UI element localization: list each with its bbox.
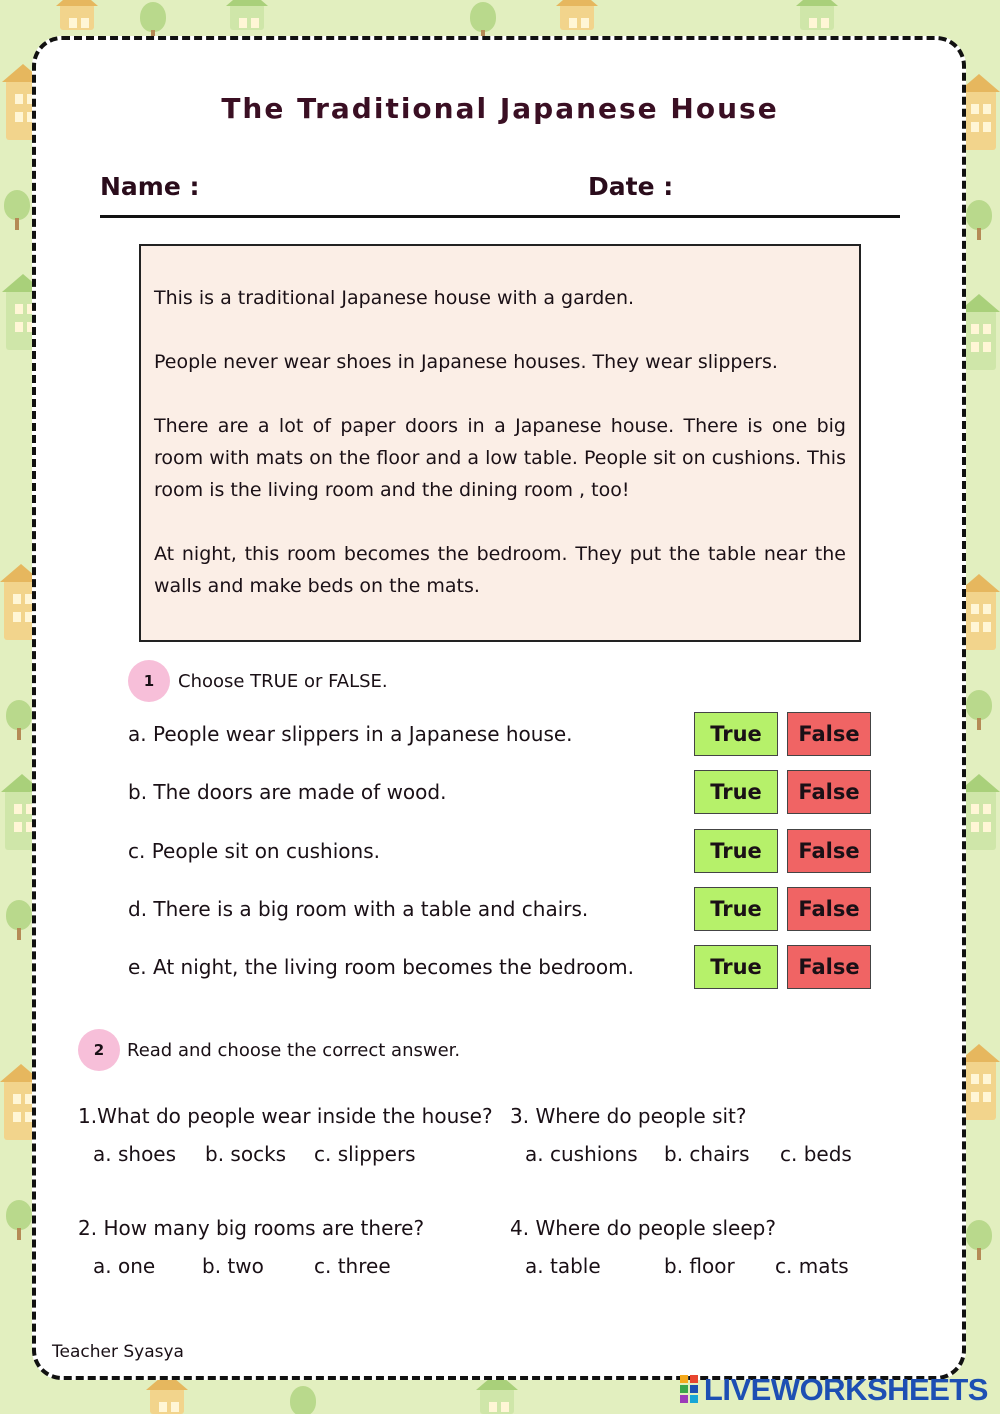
mcq-question-block [510, 1216, 849, 1284]
mcq-question-block [78, 1104, 493, 1172]
section-number-badge: 1 [128, 660, 170, 702]
true-false-row [128, 945, 878, 989]
statement-text: e. At night, the living room becomes the bedroom. [128, 955, 634, 979]
question-text: 2. How many big rooms are there? [78, 1216, 425, 1240]
section-1-header [128, 660, 388, 702]
tree-decoration [6, 700, 32, 730]
page-title: The Traditional Japanese House [221, 92, 779, 125]
question-text: 3. Where do people sit? [510, 1104, 747, 1128]
false-button[interactable]: False [787, 945, 871, 989]
question-text: 4. Where do people sleep? [510, 1216, 776, 1240]
true-false-row [128, 887, 878, 931]
answer-options [510, 1142, 852, 1172]
answer-options [78, 1254, 424, 1284]
answer-option[interactable]: b. floor [664, 1254, 735, 1278]
liveworksheets-logo-icon [680, 1375, 700, 1405]
passage-paragraph: At night, this room becomes the bedroom. They put the table near the walls and make beds on the mats. [154, 543, 846, 597]
passage-paragraph: This is a traditional Japanese house with a garden. [154, 287, 635, 309]
tree-decoration [966, 200, 992, 230]
reading-passage [139, 244, 861, 642]
house-decoration [962, 790, 996, 850]
tree-decoration [140, 2, 166, 32]
question-text: 1.What do people wear inside the house? [78, 1104, 493, 1128]
section-number-badge: 2 [78, 1029, 120, 1071]
statement-text: b. The doors are made of wood. [128, 780, 447, 804]
passage-paragraph: There are a lot of paper doors in a Japanese house. There is one big room with mats on the floor and a low table. People sit on cushions. This room is the living room and the dining room , too! [154, 415, 846, 501]
answer-options [78, 1142, 493, 1172]
date-label: Date : [588, 172, 674, 201]
worksheet-sheet [32, 36, 966, 1380]
true-button[interactable]: True [694, 945, 778, 989]
watermark-text: LIVEWORKSHEETS [703, 1372, 988, 1407]
house-decoration [800, 4, 834, 30]
tree-decoration [290, 1386, 316, 1414]
section-instruction: Choose TRUE or FALSE. [178, 670, 388, 692]
house-decoration [962, 310, 996, 370]
house-decoration [230, 4, 264, 30]
answer-option[interactable]: a. cushions [525, 1142, 638, 1166]
statement-text: c. People sit on cushions. [128, 839, 380, 863]
answer-option[interactable]: b. socks [205, 1142, 287, 1166]
answer-option[interactable]: c. three [314, 1254, 391, 1278]
mcq-question-block [78, 1216, 424, 1284]
true-false-row [128, 829, 878, 873]
false-button[interactable]: False [787, 829, 871, 873]
mcq-question-block [510, 1104, 852, 1172]
answer-option[interactable]: c. mats [775, 1254, 849, 1278]
true-false-row [128, 770, 878, 814]
answer-option[interactable]: b. two [202, 1254, 264, 1278]
statement-text: a. People wear slippers in a Japanese house. [128, 722, 573, 746]
house-decoration [560, 4, 594, 30]
house-decoration [60, 4, 94, 30]
answer-options [510, 1254, 849, 1284]
tree-decoration [966, 1220, 992, 1250]
true-button[interactable]: True [694, 770, 778, 814]
true-button[interactable]: True [694, 887, 778, 931]
house-decoration [962, 590, 996, 650]
answer-option[interactable]: c. slippers [314, 1142, 416, 1166]
section-2-header [78, 1029, 460, 1071]
answer-option[interactable]: b. chairs [664, 1142, 750, 1166]
true-button[interactable]: True [694, 829, 778, 873]
liveworksheets-watermark [680, 1372, 988, 1408]
answer-option[interactable]: a. table [525, 1254, 601, 1278]
statement-text: d. There is a big room with a table and chairs. [128, 897, 589, 921]
name-date-row [100, 170, 900, 218]
tree-decoration [6, 1200, 32, 1230]
tree-decoration [470, 2, 496, 32]
false-button[interactable]: False [787, 712, 871, 756]
passage-paragraph: People never wear shoes in Japanese houses. They wear slippers. [154, 351, 778, 373]
answer-option[interactable]: a. shoes [93, 1142, 177, 1166]
true-false-row [128, 712, 878, 756]
section-instruction: Read and choose the correct answer. [127, 1039, 461, 1061]
answer-option[interactable]: a. one [93, 1254, 156, 1278]
house-decoration [962, 1060, 996, 1120]
answer-option[interactable]: c. beds [780, 1142, 852, 1166]
tree-decoration [4, 190, 30, 220]
tree-decoration [6, 900, 32, 930]
house-decoration [150, 1388, 184, 1414]
house-decoration [480, 1388, 514, 1414]
false-button[interactable]: False [787, 770, 871, 814]
true-button[interactable]: True [694, 712, 778, 756]
false-button[interactable]: False [787, 887, 871, 931]
tree-decoration [966, 690, 992, 720]
teacher-credit: Teacher Syasya [52, 1342, 184, 1362]
name-label: Name : [100, 172, 200, 201]
